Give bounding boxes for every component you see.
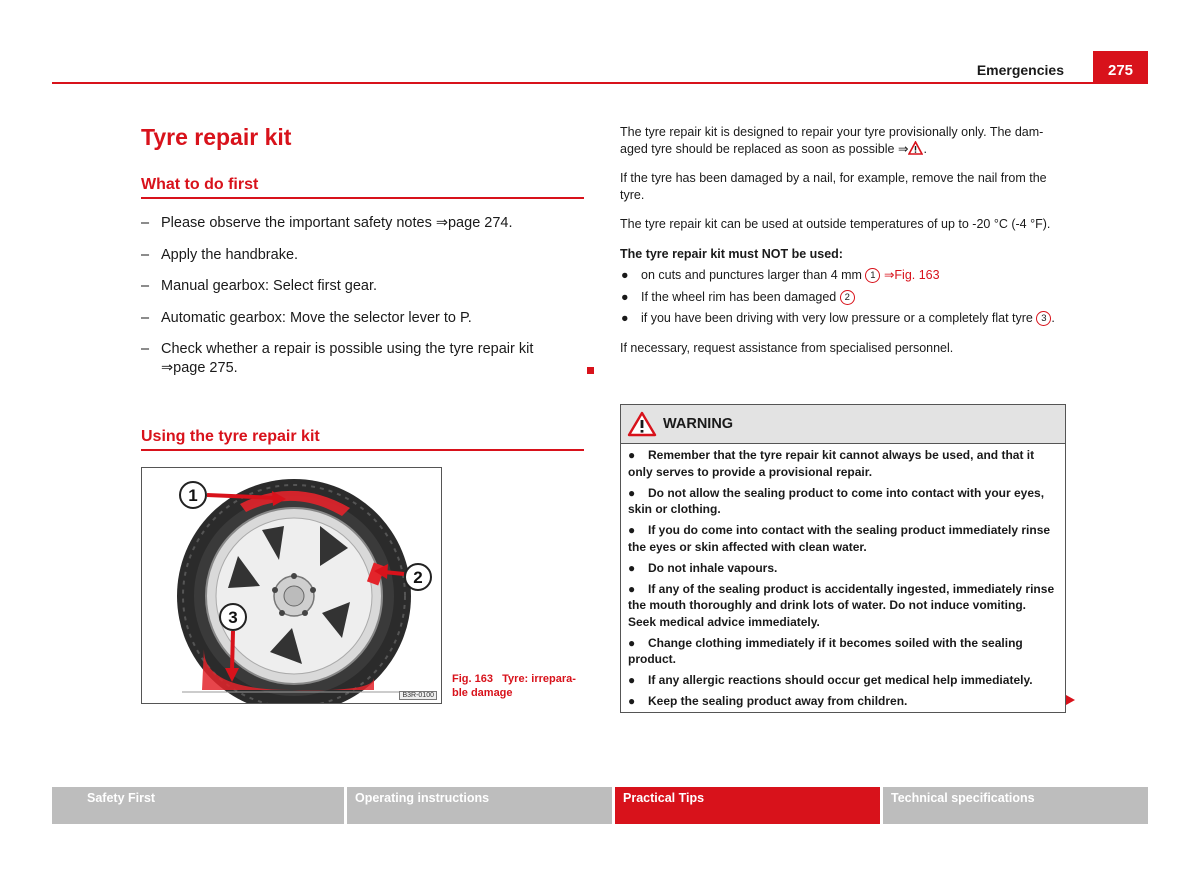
bullet: ● (628, 448, 636, 462)
warning-box (620, 404, 1066, 713)
bullet: ● (621, 268, 629, 282)
warning-item (628, 560, 1057, 577)
paragraph: If the tyre has been damaged by a nail, for example, remove the nail from the tyre. (620, 171, 1047, 202)
warning-item-text: Keep the sealing product away from children. (648, 694, 908, 708)
figure-caption-text: Tyre: irreparable damage (452, 673, 576, 699)
callout-3: 3 (228, 608, 238, 627)
step-text: Automatic gearbox: Move the selector lever to P. (161, 309, 472, 326)
dash-marker: – (141, 215, 150, 231)
paragraph: The tyre repair kit can be used at outside temperatures of up to -20 °C (-4 °F). (620, 217, 1051, 231)
paragraph-text: The tyre repair kit is designed to repair your tyre provisionally only. The damaged tyre should be replaced as soon as possible ⇒ (620, 125, 1044, 156)
warning-triangle-icon (627, 411, 657, 437)
step-text: Check whether a repair is possible using the tyre repair kit ⇒page 275. (161, 341, 534, 376)
figure-tyre-damage (141, 467, 442, 704)
bullet: ● (621, 311, 629, 325)
dash-marker: – (141, 341, 150, 357)
not-used-list (620, 267, 1065, 327)
callout-2: 2 (413, 568, 423, 587)
warning-item-text: Do not allow the sealing product to come into contact with your eyes, skin or clothing. (628, 485, 1045, 516)
list-item-text: If the wheel rim has been damaged (641, 289, 837, 304)
list-item (141, 340, 581, 378)
warning-item (628, 447, 1057, 480)
steps-list (141, 214, 581, 391)
figure-link[interactable]: ⇒Fig. 163 (883, 268, 940, 282)
dash-marker: – (141, 246, 150, 263)
section-end-marker (587, 367, 594, 374)
list-item (141, 277, 581, 296)
step-text: Manual gearbox: Select first gear. (161, 278, 378, 294)
warning-item-text: If any of the sealing product is accidentally ingested, immediately rinse the mouth thoroughly and drink lots of water. Do not induce vomiting. Seek medical advice immediately. (628, 581, 1055, 629)
page-number: 275 (1093, 51, 1148, 84)
bullet: ● (628, 673, 636, 687)
callout-1: 1 (188, 486, 198, 505)
bullet: ● (628, 485, 636, 500)
step-text: Apply the handbrake. (161, 246, 299, 263)
warning-item-text: If any allergic reactions should occur get medical help immediately. (648, 673, 1033, 687)
warning-item-text: Change clothing immediately if it becomes soiled with the sealing product. (628, 635, 1023, 666)
tab-operating-instructions[interactable]: Operating instructions (347, 787, 612, 824)
dash-marker: – (141, 309, 150, 326)
warning-item-text: Do not inhale vapours. (648, 560, 778, 575)
tab-technical-specifications[interactable]: Technical specifications (883, 787, 1148, 824)
list-item (141, 214, 581, 233)
list-item-text: on cuts and punctures larger than 4 mm (641, 268, 862, 282)
figure-caption (452, 672, 582, 700)
warning-item (628, 522, 1057, 555)
warning-header (621, 405, 1065, 444)
not-used-heading: The tyre repair kit must NOT be used: (620, 246, 843, 261)
tab-practical-tips[interactable]: Practical Tips (615, 787, 880, 824)
running-header-section: Emergencies (976, 62, 1064, 78)
callout-ref-1: 1 (865, 268, 880, 283)
paragraph (620, 124, 1065, 157)
step-text: Please observe the important safety notes ⇒page 274. (161, 215, 513, 231)
figure-code: B3R-0100 (399, 691, 437, 700)
warning-body (621, 444, 1065, 710)
subheading-using-kit: Using the tyre repair kit (141, 428, 584, 451)
warning-item-text: If you do come into contact with the sealing product immediately rinse the eyes or skin affected with clean water. (628, 523, 1051, 554)
bullet: ● (628, 560, 636, 575)
header-rule (52, 82, 1148, 84)
tab-safety-first[interactable]: Safety First (52, 787, 344, 824)
figure-number: Fig. 163 (452, 673, 493, 685)
bullet: ● (621, 289, 629, 304)
warning-item-text: Remember that the tyre repair kit cannot always be used, and that it only serves to provide a provisional repair. (628, 448, 1035, 479)
paragraph-end: . (923, 141, 927, 156)
warning-item (628, 672, 1057, 689)
bullet: ● (628, 523, 636, 537)
bullet: ● (628, 581, 636, 596)
continued-arrow-icon (1066, 695, 1075, 705)
subheading-what-to-do-first: What to do first (141, 176, 584, 199)
warning-item (628, 635, 1057, 668)
callout-ref-2: 2 (840, 290, 855, 305)
list-item-text: if you have been driving with very low pressure or a completely flat tyre (641, 311, 1033, 325)
right-column (620, 124, 1065, 369)
warning-title: WARNING (663, 416, 734, 432)
page-title: Tyre repair kit (141, 124, 292, 150)
warning-triangle-icon (908, 141, 923, 155)
callout-ref-3: 3 (1036, 311, 1051, 326)
footer-tabs (52, 787, 1148, 824)
list-item (620, 267, 1065, 284)
list-item-end: . (1051, 311, 1055, 325)
paragraph: If necessary, request assistance from specialised personnel. (620, 340, 954, 355)
list-item (620, 289, 1065, 306)
warning-item (628, 581, 1057, 631)
list-item (620, 310, 1065, 327)
bullet: ● (628, 635, 636, 650)
list-item (141, 309, 581, 328)
warning-item (628, 693, 1057, 710)
tyre-illustration (142, 468, 441, 703)
list-item (141, 246, 581, 265)
dash-marker: – (141, 278, 150, 294)
warning-item (628, 485, 1057, 518)
bullet: ● (628, 694, 636, 708)
